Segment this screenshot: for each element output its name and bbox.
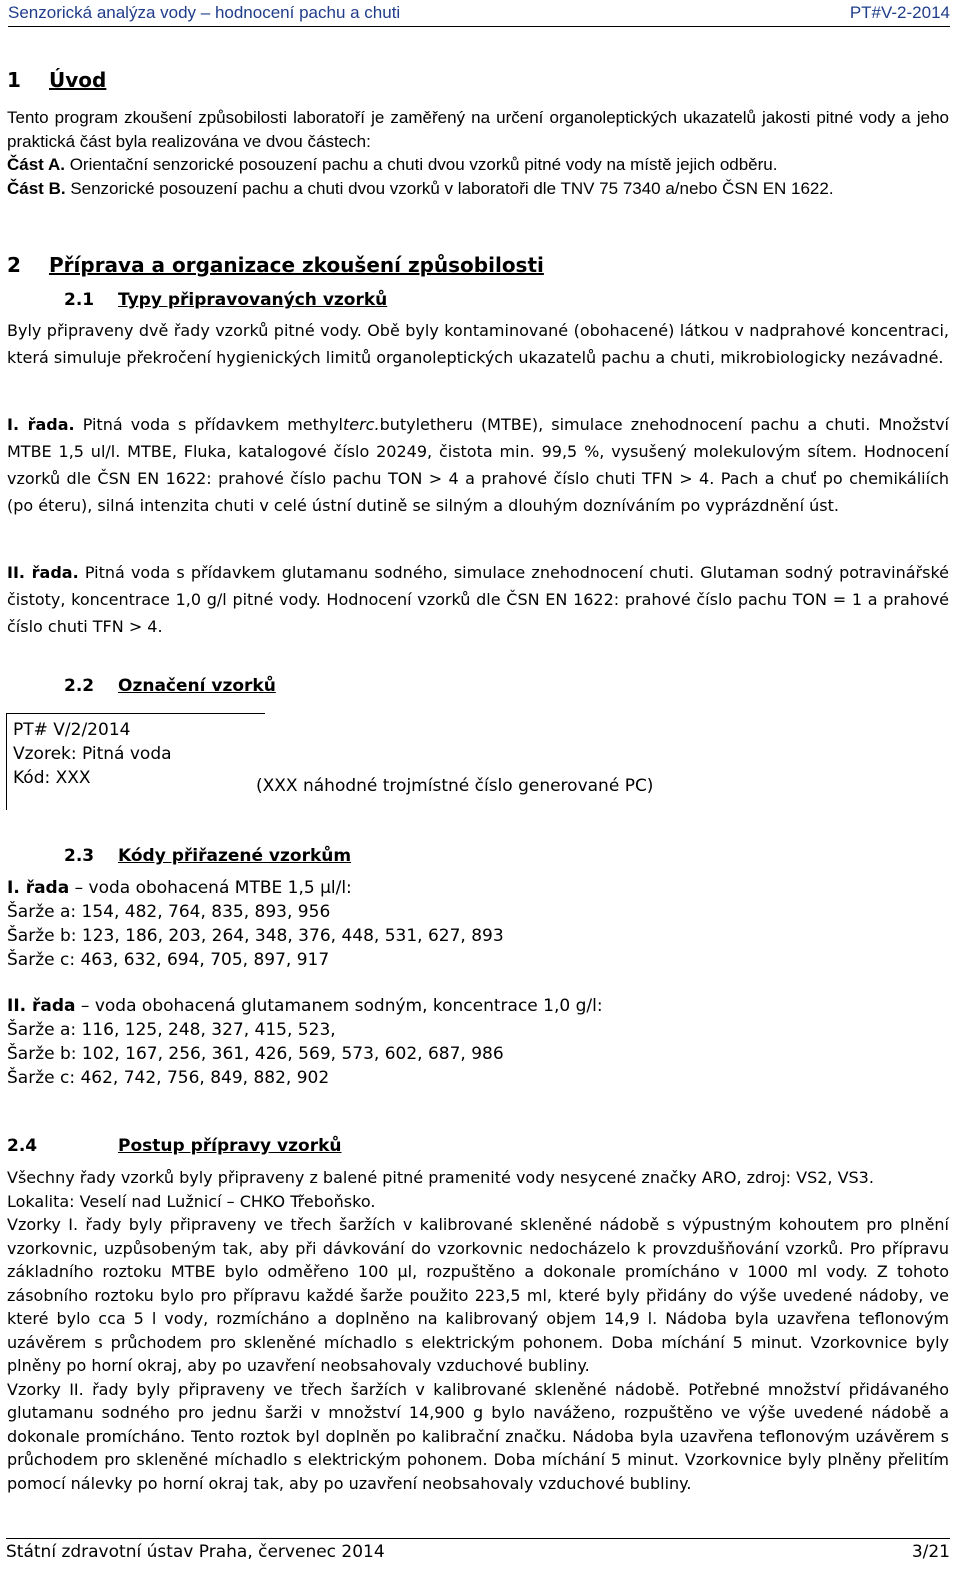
section-title: Příprava a organizace zkoušení způsobilosti xyxy=(49,253,544,277)
page-footer xyxy=(6,1538,950,1562)
series-2-codes-label: II. řada xyxy=(7,996,76,1016)
subsection-title: Kódy přiřazené vzorkům xyxy=(118,846,352,866)
section-2-3-heading xyxy=(64,846,351,866)
label-note: (XXX náhodné trojmístné číslo generované PC) xyxy=(256,776,654,796)
section-number: 1 xyxy=(7,68,21,92)
series-1-batch-c: Šarže c: 463, 632, 694, 705, 897, 917 xyxy=(7,950,330,970)
series-1-codes-desc: – voda obohacená MTBE 1,5 μl/l: xyxy=(69,878,352,898)
series-1-codes-label: I. řada xyxy=(7,878,70,898)
part-b-text: Senzorické posouzení pachu a chuti dvou vzorků v laboratoři dle TNV 75 7340 a/nebo ČSN EN 1622. xyxy=(70,178,834,198)
samples-types-paragraph: Byly připraveny dvě řady vzorků pitné vody. Obě byly kontaminované (obohacené) látkou v nadprahové koncentraci, která simuluje překročení hygienických limitů organoleptických ukazatelů pachu a chuti, mikrobiologicky nezávadné. xyxy=(7,321,949,367)
series-1-text-a: Pitná voda s přídavkem methyl xyxy=(82,415,343,434)
part-b-label: Část B. xyxy=(7,178,66,198)
subsection-number: 2.3 xyxy=(64,846,95,866)
part-a-label: Část A. xyxy=(7,155,65,174)
label-line-2: Vzorek: Pitná voda xyxy=(13,744,172,764)
section-2-4-body xyxy=(7,1166,949,1495)
section-number: 2 xyxy=(7,253,21,277)
part-b-line xyxy=(7,177,949,201)
preparation-paragraph-1: Všechny řady vzorků byly připraveny z balené pitné pramenité vody nesycené značky ARO, zdroj: VS2, VS3. xyxy=(7,1168,874,1187)
series-1-label: I. řada. xyxy=(7,415,75,434)
part-a-line xyxy=(7,153,949,177)
section-title: Úvod xyxy=(49,68,107,92)
intro-paragraph: Tento program zkoušení způsobilosti laboratoří je zaměřený na určení organoleptických ukazatelů jakosti pitné vody a jeho praktická část byla realizována ve dvou částech: xyxy=(7,108,949,151)
header-title: Senzorická analýza vody – hodnocení pachu a chuti xyxy=(8,3,401,22)
section-1-body xyxy=(7,106,949,200)
series-1-text-b: butyletheru (MTBE), simulace znehodnocení pachu a chuti. Množství MTBE 1,5 ul/l. MTBE, Fluka, katalogové číslo 20249, čistota min. 99,5 %, vysušený molekulovým sítem. Hodnocení vzorků dle ČSN EN 1622: prahové číslo pachu TON > 4 a prahové číslo chuti TFN > 4. Pach a chuť po chemikáliích (po éteru), silná intenzita chuti v celé ústní dutině se silným a dlouhým dozníváním po vyprázdnění úst. xyxy=(7,415,949,515)
subsection-title: Typy připravovaných vzorků xyxy=(118,290,388,310)
series-1-codes xyxy=(7,876,504,972)
series-2-batch-c: Šarže c: 462, 742, 756, 849, 882, 902 xyxy=(7,1068,330,1088)
label-line-1: PT# V/2/2014 xyxy=(13,720,131,740)
series-1-paragraph xyxy=(7,411,949,519)
subsection-number: 2.1 xyxy=(64,290,95,310)
section-2-heading xyxy=(7,253,544,277)
series-2-batch-b: Šarže b: 102, 167, 256, 361, 426, 569, 573, 602, 687, 986 xyxy=(7,1044,504,1064)
section-1-heading xyxy=(7,68,106,92)
series-2-codes-desc: – voda obohacená glutamanem sodným, koncentrace 1,0 g/l: xyxy=(75,996,603,1016)
header-code: PT#V-2-2014 xyxy=(849,3,950,22)
subsection-title: Postup přípravy vzorků xyxy=(118,1136,342,1156)
series-1-batch-b: Šarže b: 123, 186, 203, 264, 348, 376, 448, 531, 627, 893 xyxy=(7,926,504,946)
page-header xyxy=(8,0,950,27)
subsection-title: Označení vzorků xyxy=(118,676,276,696)
series-1-batch-a: Šarže a: 154, 482, 764, 835, 893, 956 xyxy=(7,902,331,922)
series-2-batch-a: Šarže a: 116, 125, 248, 327, 415, 523, xyxy=(7,1020,336,1040)
preparation-paragraph-2: Lokalita: Veselí nad Lužnicí – CHKO Třeboňsko. xyxy=(7,1191,376,1211)
series-1-codes-title xyxy=(7,876,504,900)
part-a-text: Orientační senzorické posouzení pachu a chuti dvou vzorků pitné vody na místě jejich odběru. xyxy=(69,155,778,174)
section-2-4-heading xyxy=(7,1136,342,1156)
page-number: 3/21 xyxy=(911,1542,950,1562)
series-2-codes xyxy=(7,994,603,1090)
series-2-paragraph xyxy=(7,559,949,640)
section-2-2-heading xyxy=(64,676,276,696)
subsection-number: 2.2 xyxy=(64,676,95,696)
series-2-codes-title xyxy=(7,994,603,1018)
series-1-text-italic: terc. xyxy=(342,415,380,434)
sample-label-box xyxy=(6,713,265,810)
series-2-text: Pitná voda s přídavkem glutamanu sodného, simulace znehodnocení chuti. Glutaman sodný potravinářské čistoty, koncentrace 1,0 g/l pitné vody. Hodnocení vzorků dle ČSN EN 1622: prahové číslo pachu TON = 1 a prahové číslo chuti TFN > 4. xyxy=(7,563,949,636)
preparation-paragraph-3: Vzorky I. řady byly připraveny ve třech šaržích v kalibrované skleněné nádobě s výpustným kohoutem pro plnění vzorkovnic, uzpůsobeným tak, aby při dávkování do vzorkovnic nedocházelo k provzdušňování vzorků. Pro přípravu základního roztoku MTBE bylo odměřeno 100 µl, rozpuštěno a dokonale promícháno v 1000 ml vody. Z tohoto zásobního roztoku bylo pro přípravu každé šarže použito 223,5 ml, které byly přidány do výše uvedené nádoby, ve které bylo cca 5 l vody, rozmícháno a doplněno na kalibrovaný objem 14,9 l. Nádoba byla uzavřena teflonovým uzávěrem s průchodem pro skleněné míchadlo s elektrickým pohonem. Doba míchání 5 minut. Vzorkovnice byly plněny po horní okraj, aby po uzavření neobsahovaly vzduchové bubliny. xyxy=(7,1215,949,1375)
footer-organization: Státní zdravotní ústav Praha, červenec 2014 xyxy=(6,1542,385,1562)
section-2-1-heading xyxy=(64,290,387,310)
label-line-3: Kód: XXX xyxy=(13,768,91,788)
series-2-label: II. řada. xyxy=(7,563,79,582)
preparation-paragraph-4: Vzorky II. řady byly připraveny ve třech šaržích v kalibrované skleněné nádobě. Potřebné množství přidávaného glutamanu sodného pro jednu šarži v množství 14,900 g bylo naváženo, rozpuštěno ve výše uvedené nádobě a dokonale promícháno. Tento roztok byl doplněn po kalibrační značku. Nádoba byla uzavřena teflonovým uzávěrem s průchodem pro skleněné míchadlo s elektrickým pohonem. Doba míchání 5 minut. Vzorkovnice byly plněny přelitím pomocí nálevky po horní okraj tak, aby po uzavření neobsahovaly vzduchové bubliny. xyxy=(7,1379,949,1493)
subsection-number: 2.4 xyxy=(7,1136,38,1156)
